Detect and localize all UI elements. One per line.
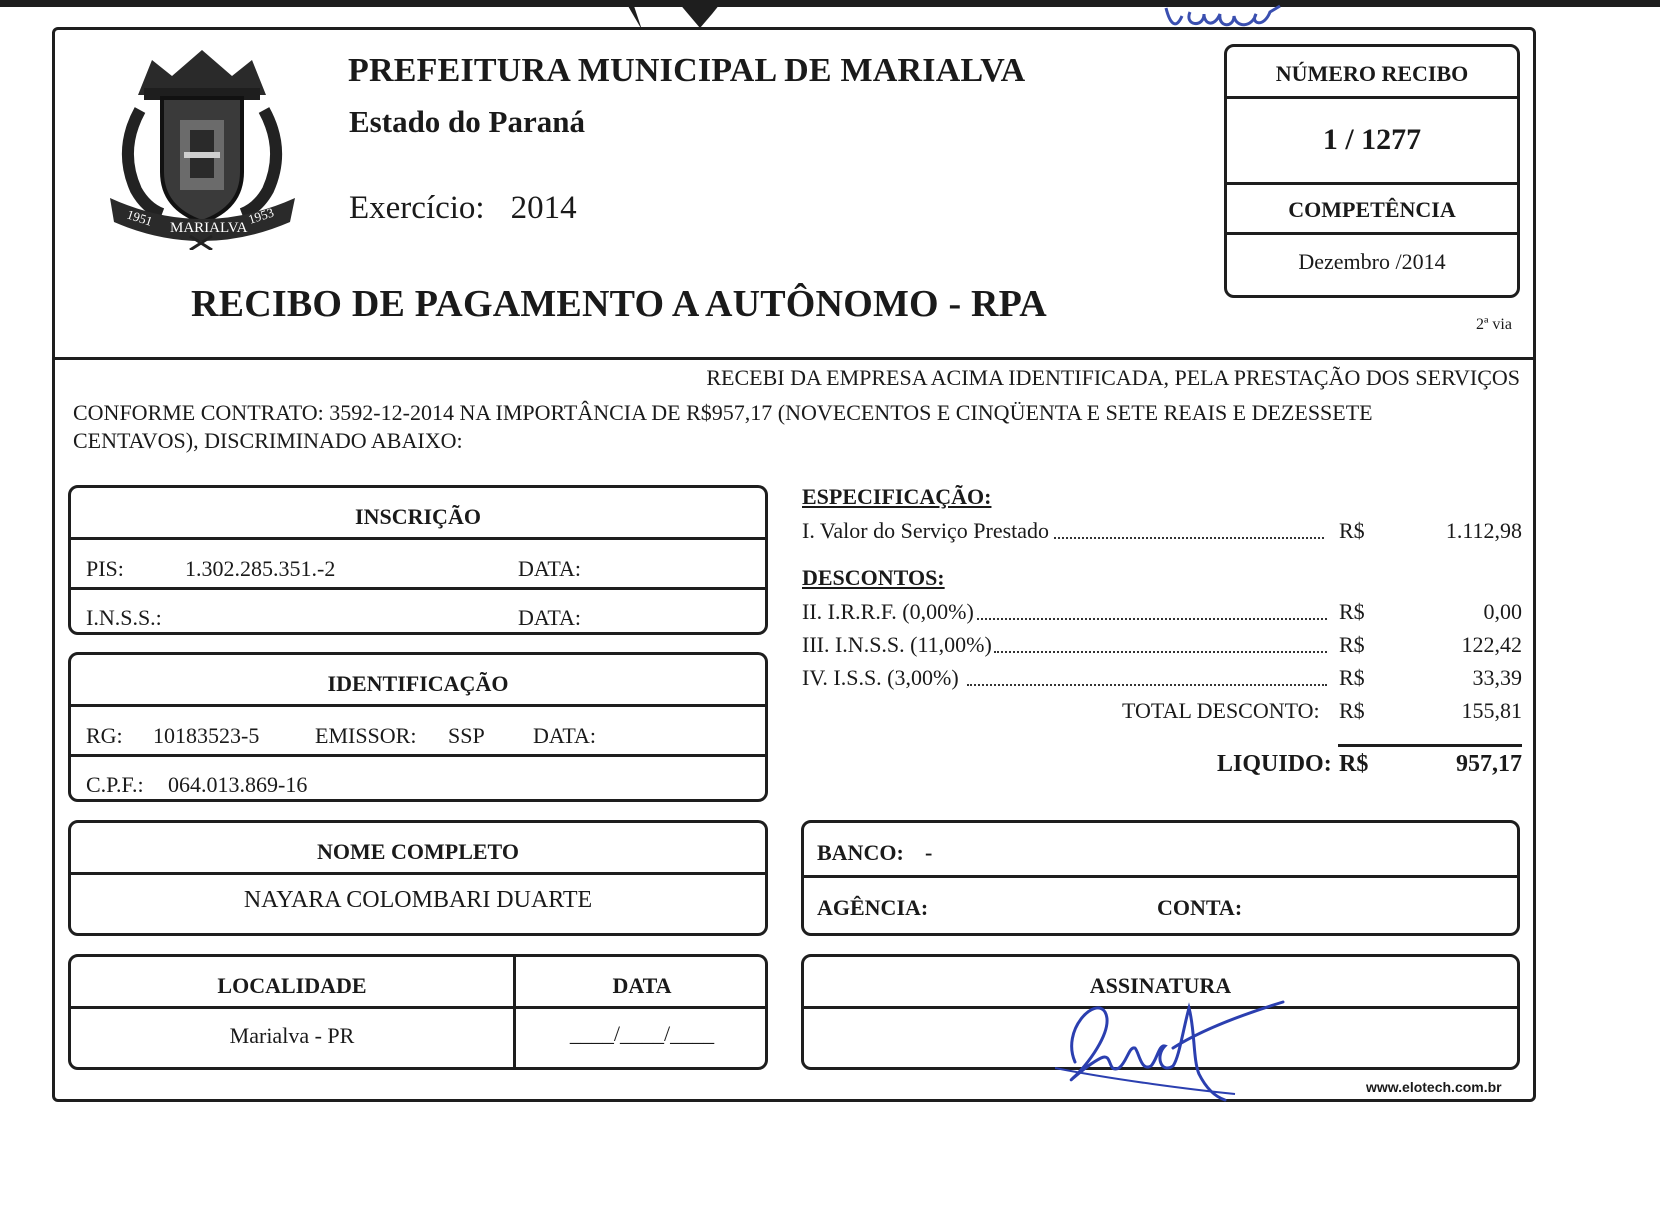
especificacao-title: ESPECIFICAÇÃO: <box>802 484 992 509</box>
cpf-label: C.P.F.: <box>86 772 144 797</box>
footer-website: www.elotech.com.br <box>1366 1079 1502 1095</box>
total-currency: R$ <box>1339 698 1365 723</box>
servico-row <box>802 518 1522 548</box>
inss-desconto-label: III. I.N.S.S. (11,00%) <box>802 632 992 657</box>
irrf-label: II. I.R.R.F. (0,00%) <box>802 599 974 624</box>
inscricao-title: INSCRIÇÃO <box>355 504 481 529</box>
inss-label: I.N.S.S.: <box>86 605 162 630</box>
localidade-value: Marialva - PR <box>229 1023 355 1048</box>
descontos-title: DESCONTOS: <box>802 565 945 590</box>
identificacao-box <box>68 652 768 802</box>
inss-data-label: DATA: <box>518 605 582 630</box>
inss-row <box>802 632 1522 662</box>
nome-completo-value: NAYARA COLOMBARI DUARTE <box>243 887 593 913</box>
nome-completo-box <box>68 820 768 936</box>
rg-value: 10183523-5 <box>153 723 260 748</box>
inss-value: 122,42 <box>1461 632 1522 657</box>
localidade-box <box>68 954 768 1070</box>
municipal-crest-logo <box>100 40 305 250</box>
iss-label: IV. I.S.S. (3,00%) <box>802 665 959 690</box>
rg-label: RG: <box>86 723 123 748</box>
total-desconto-value: 155,81 <box>1461 698 1522 723</box>
header-divider <box>53 357 1535 360</box>
agencia-label: AGÊNCIA: <box>817 895 929 920</box>
banco-value: - <box>925 840 933 865</box>
localidade-title: LOCALIDADE <box>217 973 367 998</box>
inss-currency: R$ <box>1339 632 1365 657</box>
cpf-value: 064.013.869-16 <box>168 772 308 797</box>
iss-value: 33,39 <box>1472 665 1522 690</box>
copy-indicator: 2ª via <box>1476 316 1512 333</box>
liquido-label: LIQUIDO: <box>1217 751 1332 777</box>
irrf-row <box>802 599 1522 629</box>
statement-line-1: RECEBI DA EMPRESA ACIMA IDENTIFICADA, PELA PRESTAÇÃO DOS SERVIÇOS <box>706 365 1520 390</box>
iss-currency: R$ <box>1339 665 1365 690</box>
identificacao-data-label: DATA: <box>533 723 597 748</box>
numero-recibo-label: NÚMERO RECIBO <box>1275 61 1469 86</box>
receipt-number-box <box>1224 44 1520 298</box>
servico-label: I. Valor do Serviço Prestado <box>802 518 1050 543</box>
data-title: DATA <box>612 973 672 998</box>
exercicio-label: Exercício: <box>349 190 485 226</box>
statement-line-2: CONFORME CONTRATO: 3592-12-2014 NA IMPORTÂNCIA DE R$957,17 (NOVECENTOS E CINQÜENTA E SETE REAIS E DEZESSETE CENTAVOS), DISCRIMINADO ABAIXO: <box>73 400 1373 453</box>
banco-box <box>801 820 1520 936</box>
document-title: RECIBO DE PAGAMENTO A AUTÔNOMO - RPA <box>191 283 1047 325</box>
total-desconto-label: TOTAL DESCONTO: <box>1122 698 1320 723</box>
handwritten-signature <box>1055 990 1305 1110</box>
conta-label: CONTA: <box>1157 895 1243 920</box>
nome-completo-title: NOME COMPLETO <box>317 839 519 864</box>
servico-value: 1.112,98 <box>1445 518 1522 543</box>
irrf-currency: R$ <box>1339 599 1365 624</box>
exercicio-value: 2014 <box>510 190 577 226</box>
iss-row <box>802 665 1522 695</box>
scan-top-edge <box>0 0 1660 7</box>
crest-year-right: 1953 <box>246 204 276 227</box>
exercicio-line <box>349 190 603 227</box>
identificacao-title: IDENTIFICAÇÃO <box>327 671 509 696</box>
numero-recibo-value: 1 / 1277 <box>1322 123 1422 156</box>
total-underline <box>1338 744 1522 747</box>
state-subtitle: Estado do Paraná <box>349 104 585 139</box>
inscricao-box <box>68 485 768 635</box>
total-desconto-row <box>802 698 1522 728</box>
liquido-value: 957,17 <box>1456 751 1522 777</box>
pis-data-label: DATA: <box>518 556 582 581</box>
emissor-label: EMISSOR: <box>315 723 417 748</box>
crest-banner-text: MARIALVA <box>170 220 248 236</box>
data-blank-field: ____/____/____ <box>569 1021 715 1046</box>
pis-label: PIS: <box>86 556 124 581</box>
competencia-label: COMPETÊNCIA <box>1288 197 1456 222</box>
municipality-title: PREFEITURA MUNICIPAL DE MARIALVA <box>348 52 1026 89</box>
crest-year-left: 1951 <box>125 206 155 229</box>
irrf-value: 0,00 <box>1483 599 1522 624</box>
liquido-currency: R$ <box>1339 751 1369 777</box>
liquido-row <box>802 751 1522 781</box>
assinatura-title: ASSINATURA <box>1089 973 1232 998</box>
banco-label: BANCO: <box>817 840 904 865</box>
pis-value: 1.302.285.351.-2 <box>185 556 336 581</box>
servico-currency: R$ <box>1339 518 1365 543</box>
competencia-value: Dezembro /2014 <box>1298 249 1446 274</box>
emissor-value: SSP <box>448 723 485 748</box>
